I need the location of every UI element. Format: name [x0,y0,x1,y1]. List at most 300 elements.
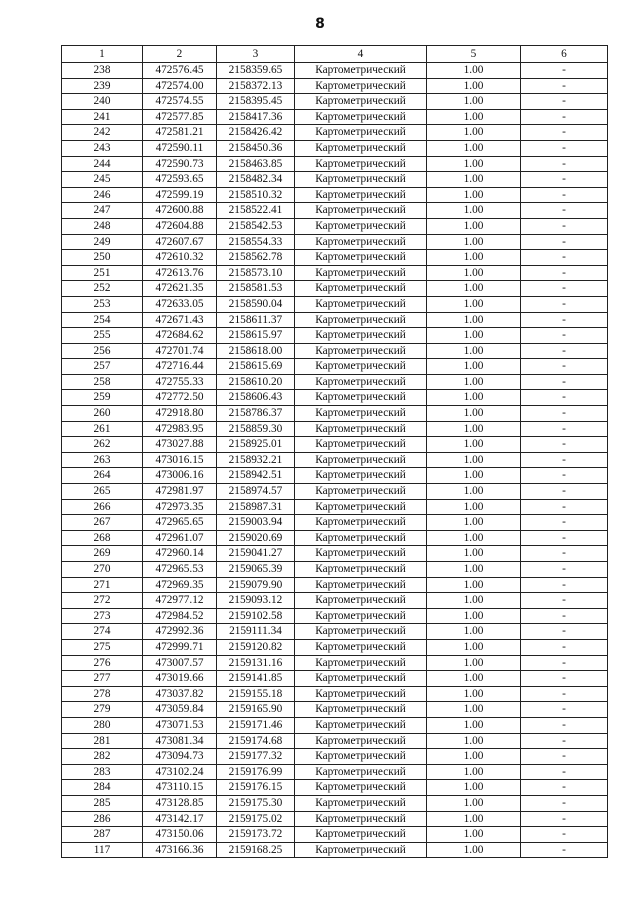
cell-y: 2159020.69 [217,530,295,546]
cell-method: Картометрический [295,515,427,531]
table-row [62,281,608,297]
cell-method: Картометрический [295,109,427,125]
cell-point: 275 [62,639,143,655]
cell-accuracy: 1.00 [427,63,521,79]
cell-x: 473016.15 [143,452,217,468]
cell-point: 265 [62,484,143,500]
cell-point: 254 [62,312,143,328]
cell-description: - [521,359,608,375]
cell-y: 2159175.30 [217,795,295,811]
cell-description: - [521,842,608,858]
cell-point: 266 [62,499,143,515]
cell-x: 473150.06 [143,827,217,843]
cell-accuracy: 1.00 [427,795,521,811]
cell-x: 473037.82 [143,686,217,702]
table-row [62,795,608,811]
table-row [62,250,608,266]
coordinates-table [61,45,608,858]
cell-description: - [521,328,608,344]
cell-point: 244 [62,156,143,172]
cell-method: Картометрический [295,78,427,94]
cell-accuracy: 1.00 [427,530,521,546]
header-cell-method: 4 [295,46,427,63]
cell-point: 286 [62,811,143,827]
cell-x: 472599.19 [143,187,217,203]
cell-y: 2158925.01 [217,437,295,453]
cell-accuracy: 1.00 [427,203,521,219]
cell-point: 256 [62,343,143,359]
cell-y: 2159174.68 [217,733,295,749]
cell-method: Картометрический [295,94,427,110]
cell-x: 472590.73 [143,156,217,172]
cell-accuracy: 1.00 [427,639,521,655]
cell-method: Картометрический [295,156,427,172]
cell-description: - [521,484,608,500]
cell-accuracy: 1.00 [427,109,521,125]
cell-method: Картометрический [295,639,427,655]
cell-description: - [521,639,608,655]
cell-accuracy: 1.00 [427,78,521,94]
cell-method: Картометрический [295,686,427,702]
cell-point: 287 [62,827,143,843]
table-row [62,811,608,827]
cell-method: Картометрический [295,140,427,156]
cell-description: - [521,437,608,453]
cell-y: 2159173.72 [217,827,295,843]
cell-description: - [521,109,608,125]
cell-method: Картометрический [295,842,427,858]
cell-point: 260 [62,406,143,422]
cell-method: Картометрический [295,172,427,188]
cell-description: - [521,733,608,749]
cell-method: Картометрический [295,484,427,500]
cell-accuracy: 1.00 [427,780,521,796]
table-row [62,78,608,94]
cell-description: - [521,546,608,562]
cell-accuracy: 1.00 [427,281,521,297]
cell-x: 472593.65 [143,172,217,188]
cell-y: 2158932.21 [217,452,295,468]
table-row [62,265,608,281]
cell-point: 284 [62,780,143,796]
table-row [62,562,608,578]
cell-point: 249 [62,234,143,250]
cell-x: 472999.71 [143,639,217,655]
cell-point: 272 [62,593,143,609]
cell-x: 472574.55 [143,94,217,110]
cell-accuracy: 1.00 [427,499,521,515]
cell-description: - [521,655,608,671]
cell-x: 473006.16 [143,468,217,484]
cell-x: 472973.35 [143,499,217,515]
cell-accuracy: 1.00 [427,468,521,484]
cell-description: - [521,312,608,328]
header-cell-accuracy: 5 [427,46,521,63]
cell-y: 2158987.31 [217,499,295,515]
table-row [62,296,608,312]
cell-point: 283 [62,764,143,780]
cell-accuracy: 1.00 [427,452,521,468]
cell-method: Картометрический [295,390,427,406]
cell-point: 273 [62,608,143,624]
cell-method: Картометрический [295,359,427,375]
cell-method: Картометрический [295,218,427,234]
cell-point: 262 [62,437,143,453]
cell-x: 472684.62 [143,328,217,344]
table-row [62,63,608,79]
cell-point: 282 [62,749,143,765]
cell-point: 248 [62,218,143,234]
cell-point: 279 [62,702,143,718]
cell-x: 473059.84 [143,702,217,718]
cell-description: - [521,156,608,172]
cell-accuracy: 1.00 [427,187,521,203]
cell-method: Картометрический [295,624,427,640]
cell-accuracy: 1.00 [427,374,521,390]
cell-method: Картометрический [295,343,427,359]
cell-description: - [521,125,608,141]
cell-point: 251 [62,265,143,281]
cell-description: - [521,749,608,765]
cell-y: 2158554.33 [217,234,295,250]
cell-x: 472965.65 [143,515,217,531]
cell-accuracy: 1.00 [427,250,521,266]
cell-point: 281 [62,733,143,749]
cell-accuracy: 1.00 [427,359,521,375]
cell-x: 472633.05 [143,296,217,312]
cell-x: 472600.88 [143,203,217,219]
table-row [62,203,608,219]
cell-point: 278 [62,686,143,702]
cell-point: 270 [62,562,143,578]
cell-x: 472981.97 [143,484,217,500]
cell-x: 473094.73 [143,749,217,765]
cell-accuracy: 1.00 [427,764,521,780]
cell-point: 276 [62,655,143,671]
cell-point: 239 [62,78,143,94]
table-row [62,639,608,655]
cell-accuracy: 1.00 [427,406,521,422]
cell-y: 2158610.20 [217,374,295,390]
cell-y: 2158417.36 [217,109,295,125]
cell-x: 473128.85 [143,795,217,811]
table-row [62,94,608,110]
cell-method: Картометрический [295,234,427,250]
cell-point: 252 [62,281,143,297]
cell-description: - [521,203,608,219]
table-row [62,499,608,515]
cell-point: 267 [62,515,143,531]
cell-y: 2158859.30 [217,421,295,437]
cell-x: 472613.76 [143,265,217,281]
cell-x: 472577.85 [143,109,217,125]
cell-x: 472604.88 [143,218,217,234]
cell-point: 258 [62,374,143,390]
cell-method: Картометрический [295,671,427,687]
cell-x: 472983.95 [143,421,217,437]
cell-description: - [521,593,608,609]
header-cell-x: 2 [143,46,217,63]
cell-x: 472590.11 [143,140,217,156]
cell-y: 2158450.36 [217,140,295,156]
cell-method: Картометрический [295,593,427,609]
cell-description: - [521,717,608,733]
table-row [62,359,608,375]
cell-point: 285 [62,795,143,811]
table-row [62,515,608,531]
cell-description: - [521,218,608,234]
cell-point: 277 [62,671,143,687]
cell-point: 280 [62,717,143,733]
cell-description: - [521,250,608,266]
cell-x: 472607.67 [143,234,217,250]
cell-method: Картометрический [295,702,427,718]
table-row [62,374,608,390]
cell-description: - [521,562,608,578]
cell-description: - [521,78,608,94]
cell-accuracy: 1.00 [427,702,521,718]
cell-method: Картометрический [295,655,427,671]
table-row [62,187,608,203]
cell-method: Картометрический [295,452,427,468]
cell-method: Картометрический [295,406,427,422]
cell-method: Картометрический [295,717,427,733]
cell-accuracy: 1.00 [427,234,521,250]
cell-x: 473102.24 [143,764,217,780]
cell-accuracy: 1.00 [427,624,521,640]
cell-description: - [521,63,608,79]
table-row [62,172,608,188]
cell-y: 2159131.16 [217,655,295,671]
cell-y: 2158510.32 [217,187,295,203]
cell-y: 2159168.25 [217,842,295,858]
cell-description: - [521,234,608,250]
cell-y: 2159177.32 [217,749,295,765]
table-row [62,343,608,359]
cell-accuracy: 1.00 [427,172,521,188]
cell-point: 257 [62,359,143,375]
cell-point: 238 [62,63,143,79]
cell-y: 2159079.90 [217,577,295,593]
page-number: 8 [315,16,325,32]
cell-y: 2158615.69 [217,359,295,375]
header-cell-point: 1 [62,46,143,63]
table-row [62,842,608,858]
table-row [62,390,608,406]
cell-point: 245 [62,172,143,188]
table-row [62,421,608,437]
table-row [62,125,608,141]
cell-description: - [521,624,608,640]
table-row [62,608,608,624]
cell-accuracy: 1.00 [427,140,521,156]
cell-method: Картометрический [295,608,427,624]
cell-point: 263 [62,452,143,468]
cell-y: 2158974.57 [217,484,295,500]
cell-method: Картометрический [295,546,427,562]
cell-point: 253 [62,296,143,312]
cell-y: 2158581.53 [217,281,295,297]
cell-accuracy: 1.00 [427,390,521,406]
cell-description: - [521,811,608,827]
table-row [62,530,608,546]
cell-description: - [521,343,608,359]
cell-accuracy: 1.00 [427,515,521,531]
cell-accuracy: 1.00 [427,484,521,500]
cell-method: Картометрический [295,328,427,344]
cell-method: Картометрический [295,312,427,328]
cell-y: 2158463.85 [217,156,295,172]
cell-y: 2159102.58 [217,608,295,624]
cell-accuracy: 1.00 [427,827,521,843]
table-row [62,452,608,468]
cell-accuracy: 1.00 [427,842,521,858]
cell-accuracy: 1.00 [427,156,521,172]
cell-y: 2158611.37 [217,312,295,328]
cell-method: Картометрический [295,125,427,141]
cell-point: 247 [62,203,143,219]
cell-y: 2159120.82 [217,639,295,655]
cell-accuracy: 1.00 [427,296,521,312]
cell-point: 255 [62,328,143,344]
cell-x: 472772.50 [143,390,217,406]
header-cell-description: 6 [521,46,608,63]
cell-y: 2158359.65 [217,63,295,79]
cell-y: 2159093.12 [217,593,295,609]
table-row [62,764,608,780]
table-row [62,406,608,422]
cell-point: 240 [62,94,143,110]
cell-y: 2158372.13 [217,78,295,94]
cell-y: 2159165.90 [217,702,295,718]
cell-point: 246 [62,187,143,203]
cell-x: 472755.33 [143,374,217,390]
cell-accuracy: 1.00 [427,546,521,562]
table-row [62,312,608,328]
cell-description: - [521,795,608,811]
cell-x: 472965.53 [143,562,217,578]
cell-method: Картометрический [295,281,427,297]
cell-point: 261 [62,421,143,437]
table-row [62,484,608,500]
cell-accuracy: 1.00 [427,328,521,344]
cell-description: - [521,296,608,312]
cell-x: 473081.34 [143,733,217,749]
cell-point: 271 [62,577,143,593]
cell-method: Картометрический [295,296,427,312]
cell-method: Картометрический [295,780,427,796]
cell-x: 473019.66 [143,671,217,687]
cell-accuracy: 1.00 [427,265,521,281]
cell-x: 473071.53 [143,717,217,733]
cell-description: - [521,374,608,390]
cell-y: 2158618.00 [217,343,295,359]
cell-method: Картометрический [295,499,427,515]
cell-method: Картометрический [295,530,427,546]
cell-method: Картометрический [295,795,427,811]
cell-method: Картометрический [295,733,427,749]
cell-description: - [521,702,608,718]
cell-description: - [521,468,608,484]
cell-y: 2159003.94 [217,515,295,531]
table-row [62,671,608,687]
table-row [62,702,608,718]
cell-method: Картометрический [295,749,427,765]
cell-accuracy: 1.00 [427,733,521,749]
table-row [62,468,608,484]
cell-accuracy: 1.00 [427,312,521,328]
cell-description: - [521,390,608,406]
cell-x: 473027.88 [143,437,217,453]
cell-y: 2158562.78 [217,250,295,266]
cell-description: - [521,265,608,281]
cell-method: Картометрический [295,374,427,390]
cell-x: 472961.07 [143,530,217,546]
cell-y: 2158542.53 [217,218,295,234]
cell-accuracy: 1.00 [427,577,521,593]
table-row [62,437,608,453]
cell-accuracy: 1.00 [427,343,521,359]
cell-y: 2158606.43 [217,390,295,406]
cell-point: 241 [62,109,143,125]
cell-accuracy: 1.00 [427,218,521,234]
table-row [62,733,608,749]
cell-x: 473007.57 [143,655,217,671]
cell-point: 269 [62,546,143,562]
cell-point: 250 [62,250,143,266]
cell-accuracy: 1.00 [427,94,521,110]
cell-y: 2159111.34 [217,624,295,640]
cell-x: 472984.52 [143,608,217,624]
cell-description: - [521,577,608,593]
table-row [62,577,608,593]
cell-accuracy: 1.00 [427,125,521,141]
cell-accuracy: 1.00 [427,717,521,733]
cell-x: 472992.36 [143,624,217,640]
cell-x: 472621.35 [143,281,217,297]
cell-x: 472977.12 [143,593,217,609]
cell-x: 472716.44 [143,359,217,375]
table-row [62,686,608,702]
table-body [62,63,608,858]
cell-x: 472581.21 [143,125,217,141]
cell-y: 2159176.15 [217,780,295,796]
cell-description: - [521,452,608,468]
table-row [62,827,608,843]
cell-accuracy: 1.00 [427,437,521,453]
cell-description: - [521,530,608,546]
cell-x: 472576.45 [143,63,217,79]
cell-y: 2159171.46 [217,717,295,733]
cell-description: - [521,827,608,843]
cell-x: 472574.00 [143,78,217,94]
cell-y: 2159141.85 [217,671,295,687]
cell-description: - [521,406,608,422]
cell-method: Картометрический [295,562,427,578]
table-row [62,624,608,640]
cell-y: 2159155.18 [217,686,295,702]
cell-y: 2159065.39 [217,562,295,578]
table-row [62,749,608,765]
cell-method: Картометрический [295,187,427,203]
cell-x: 472918.80 [143,406,217,422]
cell-x: 472960.14 [143,546,217,562]
table-row [62,546,608,562]
table-row [62,218,608,234]
cell-point: 259 [62,390,143,406]
cell-accuracy: 1.00 [427,811,521,827]
cell-y: 2159176.99 [217,764,295,780]
